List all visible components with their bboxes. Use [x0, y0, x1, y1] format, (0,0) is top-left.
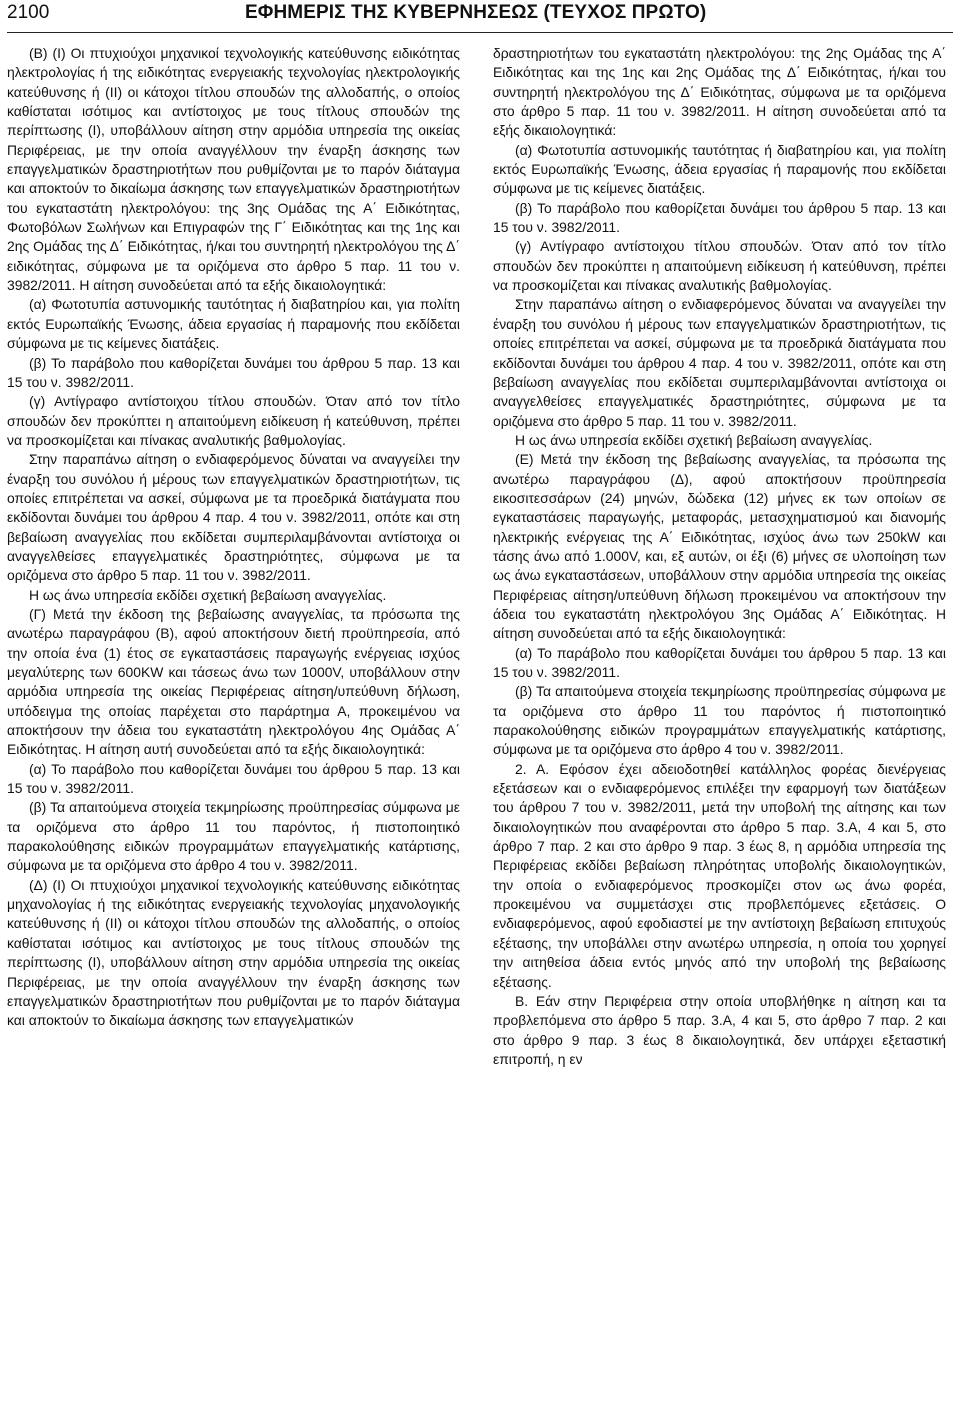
paragraph: (β) Τα απαιτούμενα στοιχεία τεκμηρίωσης προϋπηρεσίας σύμφωνα με τα οριζόμενα στο άρθρο 11 του παρόντος ή πιστοποιητικό παρακολούθησης ειδικών προγραμμάτων επαγγελματικής κατάρτισης, σύμφωνα με τα οριζόμενα στο άρθρο 4 του ν. 3982/2011.	[493, 683, 946, 758]
paragraph: (α) Το παράβολο που καθορίζεται δυνάμει του άρθρου 5 παρ. 13 και 15 του ν. 3982/2011.	[7, 760, 460, 797]
paragraph: (β) Το παράβολο που καθορίζεται δυνάμει του άρθρου 5 παρ. 13 και 15 του ν. 3982/2011.	[7, 354, 460, 390]
paragraph-e: (Ε) Μετά την έκδοση της βεβαίωσης αναγγελίας, τα πρόσωπα της ανωτέρω παραγράφου (Δ), αφού αποκτήσουν προϋπηρεσία εικοσιτεσσάρων (24) μηνών, δώδεκα (12) μήνες εκ των οποίων σε εγκαταστάσεις παραγωγής, μεταφοράς, μετασχηματισμού και διανομής ηλεκτρικής ενέργειας της Α΄ Ειδικότητας, ισχύος άνω των 250kW και τάσης άνω από 1.000V, και, εξ αυτών, οι έξι (6) μήνες σε υλοποίηση των ως άνω εγκαταστάσεων, υποβάλλουν στην αρμόδια υπηρεσία της οικείας Περιφέρειας αίτηση/υπεύθυνη δήλωση προκειμένου να αποκτήσουν την άδεια του εγκαταστάτη ηλεκτρολόγου 3ης Ομάδας Α΄ Ειδικότητας. Η αίτηση συνοδεύεται από τα εξής δικαιολογητικά:	[493, 451, 946, 642]
right-column	[493, 44, 946, 1069]
paragraph: Στην παραπάνω αίτηση ο ενδιαφερόμενος δύναται να αναγγείλει την έναρξη του συνόλου ή μέρους των επαγγελματικών δραστηριοτήτων, τις οποίες επιτρέπεται να ασκεί, σύμφωνα με τα προεδρικά διατάγματα που εκδίδονται δυνάμει του άρθρου 4 παρ. 4 του ν. 3982/2011, οπότε και στη βεβαίωση αναγγελίας που εκδίδεται συμπεριλαμβάνονται αντίστοιχα οι αναγγελθείσες επαγγελματικές δραστηριότητες, σύμφωνα με τα οριζόμενα στο άρθρο 5 παρ. 11 του ν. 3982/2011.	[493, 296, 946, 429]
paragraph: (β) Τα απαιτούμενα στοιχεία τεκμηρίωσης προϋπηρεσίας σύμφωνα με τα οριζόμενα στο άρθρο 11 του παρόντος, ή πιστοποιητικό παρακολούθησης ειδικών προγραμμάτων επαγγελματικής κατάρτισης, σύμφωνα με τα οριζόμενα στο άρθρο 4 του ν. 3982/2011.	[7, 799, 460, 874]
paragraph: (α) Φωτοτυπία αστυνομικής ταυτότητας ή διαβατηρίου και, για πολίτη εκτός Ευρωπαϊκής Ένωσης, άδεια εργασίας ή παραμονής που εκδίδεται σύμφωνα με τις κείμενες διατάξεις.	[493, 141, 946, 197]
paragraph-2b: Β. Εάν στην Περιφέρεια στην οποία υποβλήθηκε η αίτηση και τα προβλεπόμενα στο άρθρο 5 παρ. 3.Α, 4 και 5, στο άρθρο 7 παρ. 2 και στο άρθρο 9 παρ. 3 έως 8 δικαιολογητικά, δεν υπάρχει εξεταστική επιτροπή, η εν	[493, 992, 946, 1067]
gazette-title: ΕΦΗΜΕΡΙΣ ΤΗΣ ΚΥΒΕΡΝΗΣΕΩΣ (ΤΕΥΧΟΣ ΠΡΩΤΟ)	[245, 2, 707, 23]
paragraph: Στην παραπάνω αίτηση ο ενδιαφερόμενος δύναται να αναγγείλει την έναρξη του συνόλου ή μέρους των επαγγελματικών δραστηριοτήτων, τις οποίες επιτρέπεται να ασκεί, σύμφωνα με τα προεδρικά διατάγματα που εκδίδονται δυνάμει του άρθρου 4 παρ. 4 του ν. 3982/2011, οπότε και στη βεβαίωση αναγγελίας που εκδίδεται συμπεριλαμβάνονται αντίστοιχα οι αναγγελθείσες επαγγελματικές δραστηριότητες, σύμφωνα με τα οριζόμενα στο άρθρο 5 παρ. 11 του ν. 3982/2011.	[7, 451, 460, 584]
paragraph-d: (Δ) (Ι) Οι πτυχιούχοι μηχανικοί τεχνολογικής κατεύθυνσης ειδικότητας μηχανολογίας ή της ειδικότητας ενεργειακής τεχνολογίας μηχανολογικής κατεύθυνσης ή (ΙΙ) οι κάτοχοι τίτλου σπουδών της αλλοδαπής, ο οποίος καθίσταται ισότιμος και αντίστοιχος με τους τίτλους σπουδών της περίπτωσης (Ι), υποβάλλουν αίτηση στην αρμόδια υπηρεσία της οικείας Περιφέρειας, με την οποία αναγγέλλουν την έναρξη άσκησης των επαγγελματικών δραστηριοτήτων που ρυθμίζονται με το παρόν διάταγμα και αποκτούν το δικαίωμα άσκησης των επαγγελματικών	[7, 876, 460, 1029]
paragraph-b: (Β) (Ι) Οι πτυχιούχοι μηχανικοί τεχνολογικής κατεύθυνσης ειδικότητας ηλεκτρολογίας ή της ειδικότητας ενεργειακής τεχνολογίας ηλεκτρολογικής κατεύθυνσης ή (ΙΙ) οι κάτοχοι τίτλου σπουδών της αλλοδαπής, ο οποίος καθίσταται ισότιμος και αντίστοιχος με τους τίτλους σπουδών της περίπτωσης (Ι), υποβάλλουν αίτηση στην αρμόδια υπηρεσία της οικείας Περιφέρειας, με την οποία αναγγέλλουν την έναρξη άσκησης των επαγγελματικών δραστηριοτήτων που ρυθμίζονται με το παρόν διάταγμα και αποκτούν το δικαίωμα άσκησης των επαγγελματικών δραστηριοτήτων του εγκαταστάτη ηλεκτρολόγου: της 3ης Ομάδας της Α΄ Ειδικότητας, Φωτοβόλων Σωλήνων και Επιγραφών της Γ΄ Ειδικότητας και της 1ης και 2ης Ομάδας της Δ΄ Ειδικότητας, ή/και του συντηρητή ηλεκτρολόγου της Δ΄ ειδικότητας, σύμφωνα με τα οριζόμενα στο άρθρο 5 παρ. 11 του ν. 3982/2011. Η αίτηση συνοδεύεται από τα εξής δικαιολογητικά:	[7, 45, 460, 294]
left-column	[7, 44, 460, 1031]
paragraph-2a: 2. Α. Εφόσον έχει αδειοδοτηθεί κατάλληλος φορέας διενέργειας εξετάσεων και ο ενδιαφερόμενος επιλέξει την εφαρμογή των διατάξεων του άρθρου 7 του ν. 3982/2011, μετά την υποβολή της αίτησης και των δικαιολογητικών που αναφέρονται στο άρθρο 5 παρ. 3.Α, 4 και 5, στο άρθρο 7 παρ. 2 και στο άρθρο 9 παρ. 3 έως 8, η αρμόδια υπηρεσία της Περιφέρειας εκδίδει βεβαίωση πληρότητας υποβολής δικαιολογητικών, την οποία ο ενδιαφερόμενος προσκομίζει στον ως άνω φορέα, προκειμένου να συμμετάσχει στις προβλεπόμενες εξετάσεις. Ο ενδιαφερόμενος, αφού εφοδιαστεί με την αντίστοιχη βεβαίωση επιτυχούς εξέτασης, την υποβάλλει στην ανωτέρω υπηρεσία, η οποία του χορηγεί την αιτηθείσα άδεια εντός μηνός από την υποβολή της βεβαίωσης εξέτασης.	[493, 760, 946, 990]
paragraph: (β) Το παράβολο που καθορίζεται δυνάμει του άρθρου 5 παρ. 13 και 15 του ν. 3982/2011.	[493, 199, 946, 236]
paragraph: Η ως άνω υπηρεσία εκδίδει σχετική βεβαίωση αναγγελίας.	[29, 586, 387, 603]
paragraph: (α) Το παράβολο που καθορίζεται δυνάμει του άρθρου 5 παρ. 13 και 15 του ν. 3982/2011.	[493, 644, 946, 680]
paragraph-continued: δραστηριοτήτων του εγκαταστάτη ηλεκτρολόγου: της 2ης Ομάδας της Α΄ Ειδικότητας και της 1ης και 2ης Ομάδας της Δ΄ Ειδικότητας, ή/και του συντηρητή ηλεκτρολόγου της Δ΄ Ειδικότητας, σύμφωνα με τα οριζόμενα στο άρθρο 5 παρ. 11 του ν. 3982/2011. Η αίτηση συνοδεύεται από τα εξής δικαιολογητικά:	[493, 45, 946, 139]
paragraph: (γ) Αντίγραφο αντίστοιχου τίτλου σπουδών. Όταν από τον τίτλο σπουδών δεν προκύπτει η απαιτούμενη ειδίκευση ή κατεύθυνση, πρέπει να προσκομίζεται και πίνακας αναλυτικής βαθμολογίας.	[7, 393, 460, 448]
paragraph: (α) Φωτοτυπία αστυνομικής ταυτότητας ή διαβατηρίου και, για πολίτη εκτός Ευρωπαϊκής Ένωσης, άδεια εργασίας ή παραμονής που εκδίδεται σύμφωνα με τις κείμενες διατάξεις.	[7, 296, 460, 352]
paragraph: Η ως άνω υπηρεσία εκδίδει σχετική βεβαίωση αναγγελίας.	[515, 431, 873, 448]
page-header	[7, 0, 953, 28]
header-divider	[7, 32, 953, 33]
page-number: 2100	[7, 2, 50, 23]
paragraph-c: (Γ) Μετά την έκδοση της βεβαίωσης αναγγελίας, τα πρόσωπα της ανωτέρω παραγράφου (Β), αφού αποκτήσουν διετή προϋπηρεσία, από την οποία ένα (1) έτος σε εγκαταστάσεις παραγωγής ενέργειας ισχύος μεγαλύτερης των 600KW και τάσεως άνω των 1000V, υποβάλλουν στην αρμόδια υπηρεσία της οικείας Περιφέρειας αίτηση/υπεύθυνη δήλωση, υπόδειγμα της οποίας παρέχεται στο παράρτημα Α, προκειμένου να αποκτήσουν την άδεια του εγκαταστάτη ηλεκτρολόγου 4ης Ομάδας Α΄ Ειδικότητας. Η αίτηση αυτή συνοδεύεται από τα εξής δικαιολογητικά:	[7, 605, 460, 758]
paragraph: (γ) Αντίγραφο αντίστοιχου τίτλου σπουδών. Όταν από τον τίτλο σπουδών δεν προκύπτει η απαιτούμενη ειδίκευση ή κατεύθυνση, πρέπει να προσκομίζεται και πίνακας αναλυτικής βαθμολογίας.	[493, 238, 946, 294]
